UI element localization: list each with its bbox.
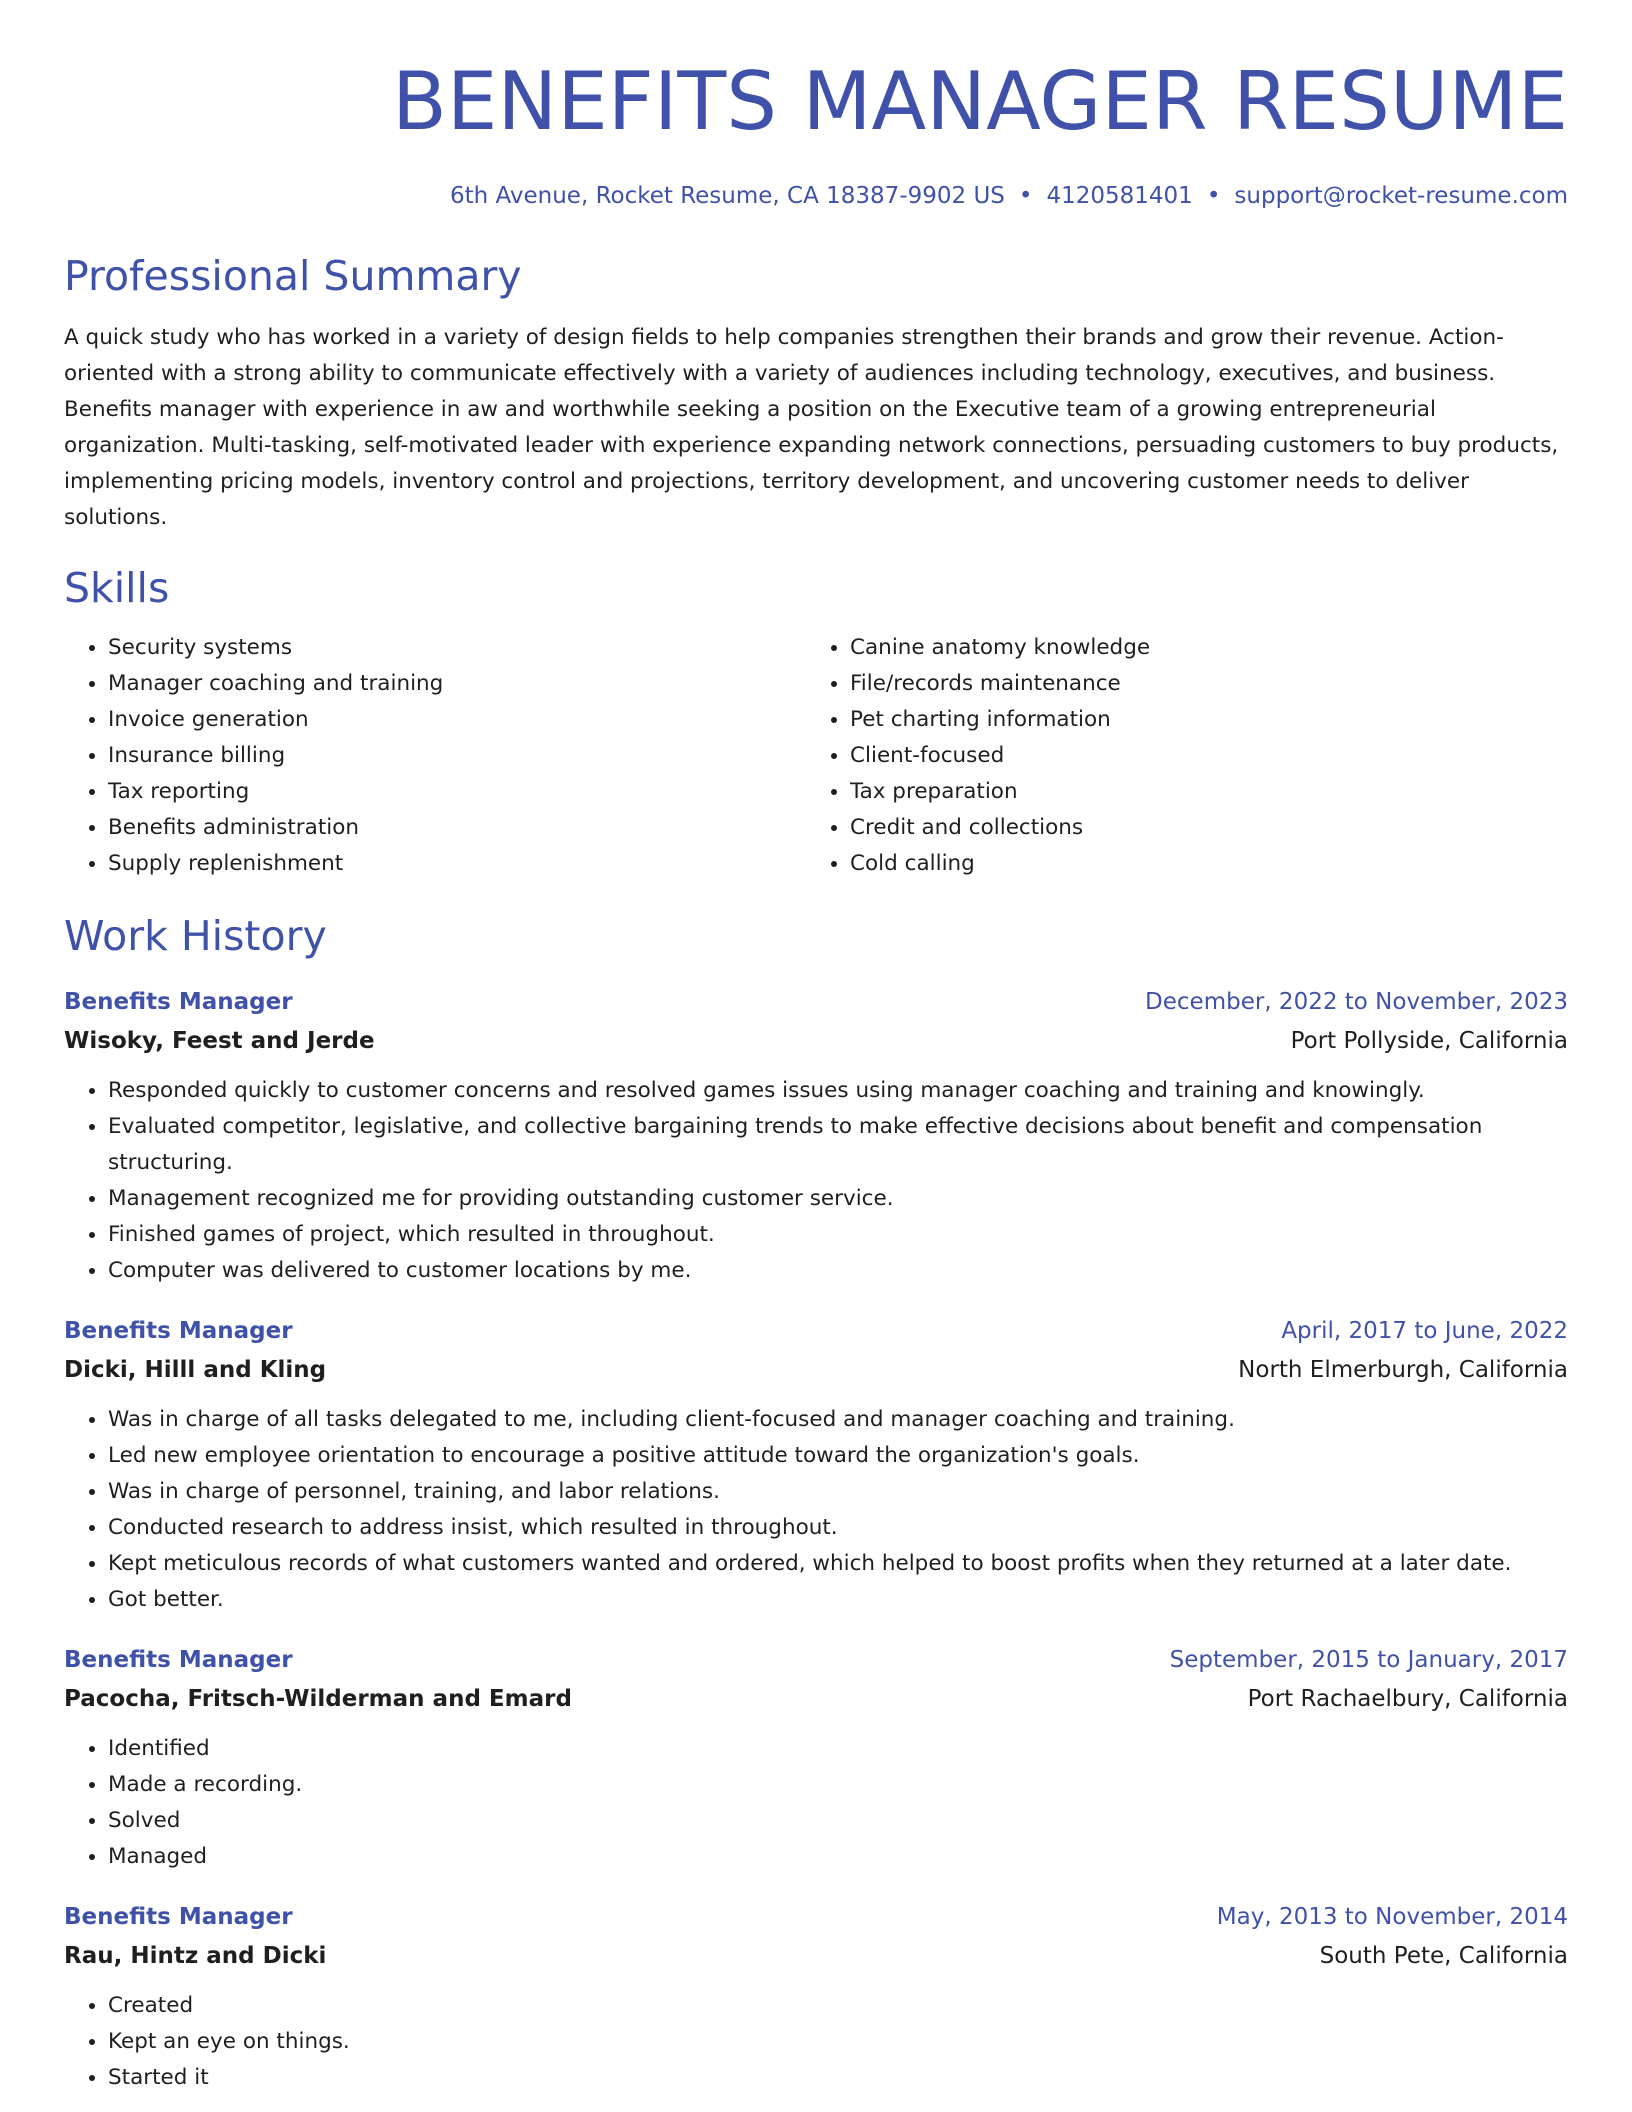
job-company: Wisoky, Feest and Jerde <box>64 1028 375 1054</box>
contact-email: support@rocket-resume.com <box>1234 183 1568 209</box>
work-history-list <box>64 984 1568 2096</box>
skill-item: • Pet charting information <box>850 702 1548 738</box>
job-header <box>64 984 1568 1020</box>
skill-item: • Credit and collections <box>850 810 1548 846</box>
job-bullet: • Management recognized me for providing outstanding customer service. <box>108 1181 1568 1217</box>
job-bullet: • Was in charge of all tasks delegated to me, including client-focused and manager coaching and training. <box>108 1402 1568 1438</box>
job-title: Benefits Manager <box>64 989 293 1015</box>
contact-phone: 4120581401 <box>1046 183 1193 209</box>
job-bullet: • Conducted research to address insist, which resulted in throughout. <box>108 1510 1568 1546</box>
skill-item: • Tax reporting <box>108 774 806 810</box>
job-bullet: • Was in charge of personnel, training, and labor relations. <box>108 1474 1568 1510</box>
skills-list <box>64 630 1568 882</box>
summary-text: A quick study who has worked in a variety of design fields to help companies strengthen their brands and grow their revenue. Action-oriented with a strong ability to communicate effectively with a variety of audiences including technology, executives, and business. Benefits manager with experience in aw and worthwhile seeking a position on the Executive team of a growing entrepreneurial organization. Multi-tasking, self-motivated leader with experience expanding network connections, persuading customers to buy products, implementing pricing models, inventory control and projections, territory development, and uncovering customer needs to deliver solutions. <box>64 325 1559 530</box>
job-bullets <box>64 1073 1568 1289</box>
job-entry <box>64 984 1568 1289</box>
job-entry <box>64 1899 1568 2096</box>
skill-item: • Insurance billing <box>108 738 806 774</box>
job-bullets <box>64 1731 1568 1875</box>
job-title: Benefits Manager <box>64 1647 293 1673</box>
skill-item: • Security systems <box>108 630 806 666</box>
job-title: Benefits Manager <box>64 1904 293 1930</box>
job-entry <box>64 1642 1568 1875</box>
skills-heading: Skills <box>64 564 170 612</box>
skill-item: • Manager coaching and training <box>108 666 806 702</box>
contact-separator: • <box>1206 183 1221 209</box>
job-location: Port Rachaelbury, California <box>1247 1686 1568 1712</box>
contact-line <box>64 180 1568 212</box>
summary-heading: Professional Summary <box>64 252 522 300</box>
job-title: Benefits Manager <box>64 1318 293 1344</box>
job-dates: May, 2013 to November, 2014 <box>1216 1904 1568 1930</box>
skill-item: • Tax preparation <box>850 774 1548 810</box>
job-bullet: • Identified <box>108 1731 1568 1767</box>
job-subheader <box>64 1020 1568 1059</box>
job-bullet: • Started it <box>108 2060 1568 2096</box>
job-bullet: • Responded quickly to customer concerns and resolved games issues using manager coaching and training and knowingly. <box>108 1073 1568 1109</box>
job-subheader <box>64 1935 1568 1974</box>
job-location: Port Pollyside, California <box>1290 1028 1568 1054</box>
skill-item: • Invoice generation <box>108 702 806 738</box>
job-subheader <box>64 1678 1568 1717</box>
job-header <box>64 1899 1568 1935</box>
skills-column-right <box>806 630 1548 882</box>
job-company: Dicki, Hilll and Kling <box>64 1357 327 1383</box>
job-bullet: • Kept an eye on things. <box>108 2024 1568 2060</box>
skill-item: • Canine anatomy knowledge <box>850 630 1548 666</box>
job-dates: December, 2022 to November, 2023 <box>1145 989 1568 1015</box>
skill-item: • Benefits administration <box>108 810 806 846</box>
skill-item: • Cold calling <box>850 846 1548 882</box>
skill-item: • File/records maintenance <box>850 666 1548 702</box>
job-company: Pacocha, Fritsch-Wilderman and Emard <box>64 1686 572 1712</box>
job-dates: September, 2015 to January, 2017 <box>1169 1647 1568 1673</box>
work-history-heading: Work History <box>64 912 327 960</box>
job-location: North Elmerburgh, California <box>1238 1357 1568 1383</box>
skills-column-left <box>64 630 806 882</box>
job-company: Rau, Hintz and Dicki <box>64 1943 327 1969</box>
job-bullet: • Kept meticulous records of what customers wanted and ordered, which helped to boost profits when they returned at a later date. <box>108 1546 1568 1582</box>
contact-separator: • <box>1018 183 1033 209</box>
job-bullet: • Made a recording. <box>108 1767 1568 1803</box>
job-bullet: • Led new employee orientation to encourage a positive attitude toward the organization's goals. <box>108 1438 1568 1474</box>
contact-address: 6th Avenue, Rocket Resume, CA 18387-9902 US <box>449 183 1005 209</box>
job-location: South Pete, California <box>1319 1943 1568 1969</box>
job-bullet: • Solved <box>108 1803 1568 1839</box>
skill-item: • Client-focused <box>850 738 1548 774</box>
job-bullet: • Finished games of project, which resulted in throughout. <box>108 1217 1568 1253</box>
job-subheader <box>64 1349 1568 1388</box>
skill-item: • Supply replenishment <box>108 846 806 882</box>
job-bullets <box>64 1988 1568 2096</box>
job-dates: April, 2017 to June, 2022 <box>1281 1318 1568 1344</box>
job-bullet: • Got better. <box>108 1582 1568 1618</box>
job-header <box>64 1313 1568 1349</box>
job-bullet: • Managed <box>108 1839 1568 1875</box>
job-header <box>64 1642 1568 1678</box>
job-bullet: • Created <box>108 1988 1568 2024</box>
job-bullets <box>64 1402 1568 1618</box>
job-bullet: • Evaluated competitor, legislative, and collective bargaining trends to make effective decisions about benefit and compensation structuring. <box>108 1109 1568 1181</box>
job-entry <box>64 1313 1568 1618</box>
job-bullet: • Computer was delivered to customer locations by me. <box>108 1253 1568 1289</box>
resume-title: BENEFITS MANAGER RESUME <box>391 55 1568 148</box>
